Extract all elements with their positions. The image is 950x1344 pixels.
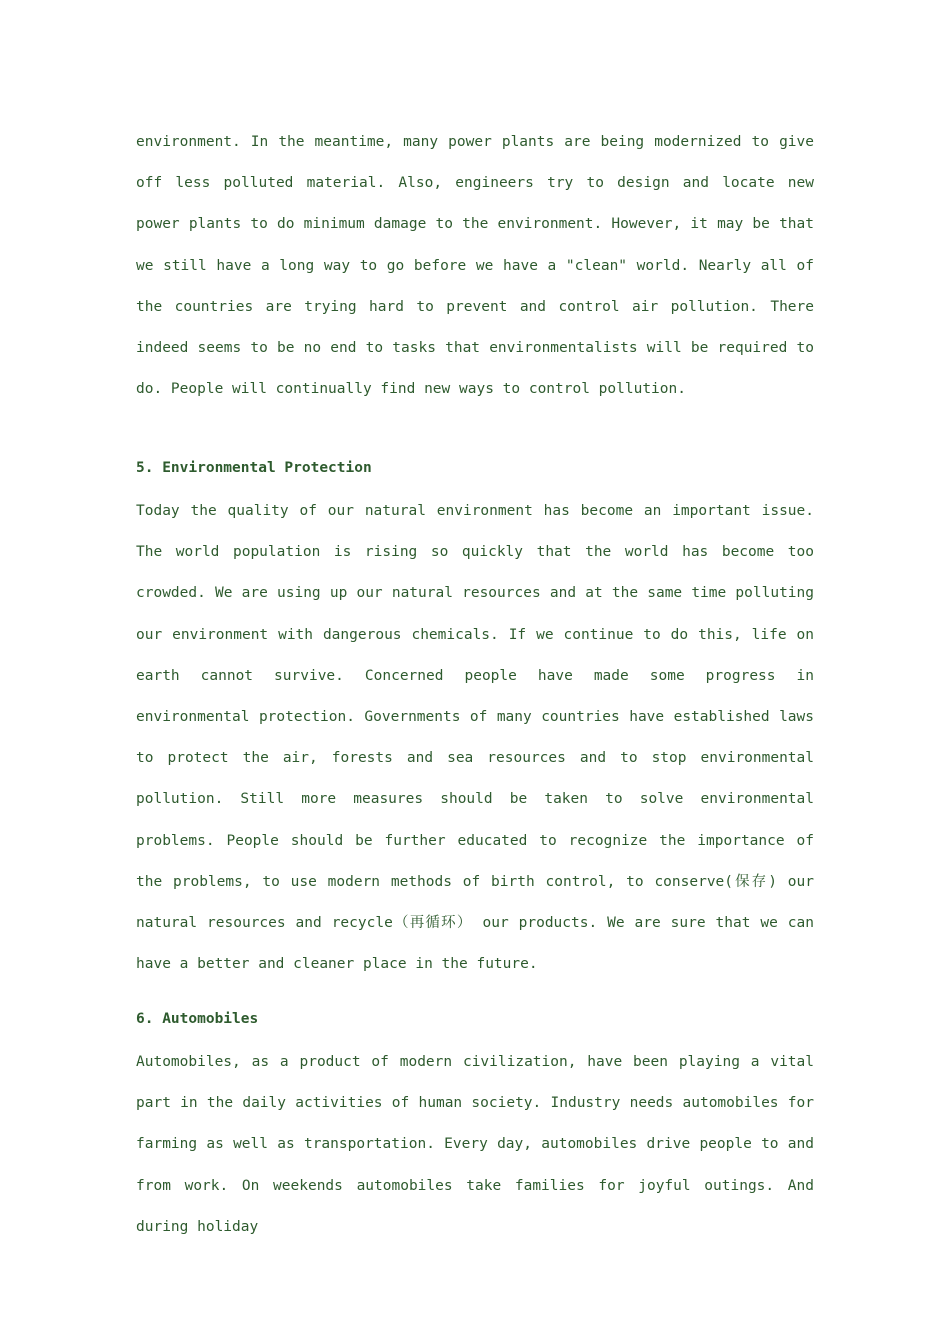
section-heading-environmental-protection: 5. Environmental Protection — [136, 460, 372, 476]
section-paragraph-automobiles: Automobiles, as a product of modern civilization, have been playing a vital part in the daily activities of human society. Industry needs automobiles for farming as well as transportation. Every day, automobiles drive people to and from work. On weekends automobiles take families for joyful outings. And during holiday — [136, 1054, 814, 1235]
section-heading-automobiles: 6. Automobiles — [136, 1011, 259, 1027]
continuation-paragraph: environment. In the meantime, many power plants are being modernized to give off less polluted material. Also, engineers try to design and locate new power plants to do minimum damage to the environment. However, it may be that we still have a long way to go before we have a "clean" world. Nearly all of the countries are trying hard to prevent and control air pollution. There indeed seems to be no end to tasks that environmentalists will be required to do. People will continually find new ways to control pollution. — [136, 134, 814, 398]
section-paragraph-environmental-protection: Today the quality of our natural environment has become an important issue. The world population is rising so quickly that the world has become too crowded. We are using up our natural resources and at the same time polluting our environment with dangerous chemicals. If we continue to do this, life on earth cannot survive. Concerned people have made some progress in environmental protection. Governments of many countries have established laws to protect the air, forests and sea resources and to stop environmental pollution. Still more measures should be taken to solve environmental problems. People should be further educated to recognize the importance of the problems, to use modern methods of birth control, to conserve(保存) our natural resources and recycle（再循环） our products. We are sure that we can have a better and cleaner place in the future. — [136, 503, 814, 973]
